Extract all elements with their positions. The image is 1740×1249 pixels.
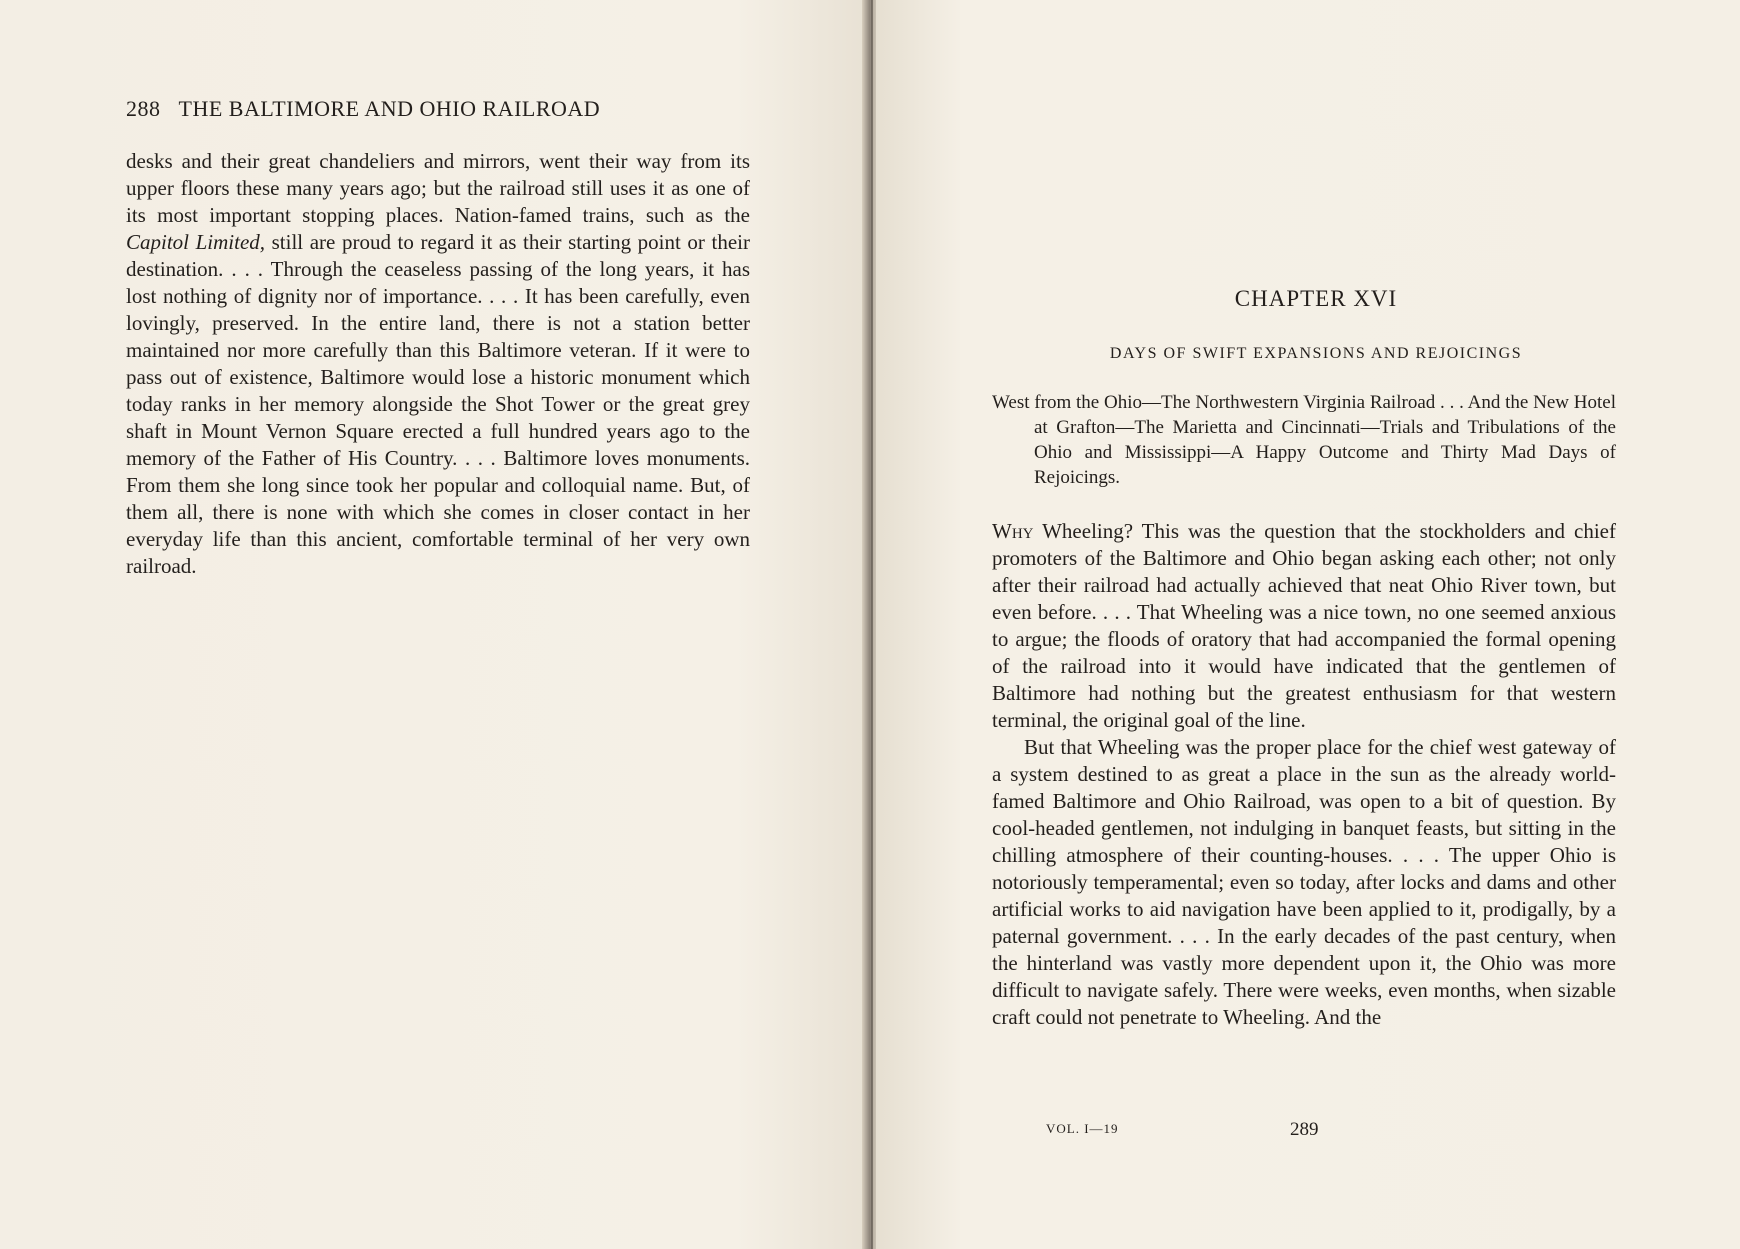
- left-text-part-2: still are proud to regard it as their starting point or their destination. . . . Through the ceaseless passing of the long years, it has lost nothing of dignity nor of importance. . . . It has been carefully, even lovingly, preserved. In the entire land, there is not a station better maintained nor more carefully than this Baltimore veteran. If it were to pass out of existence, Baltimore would lose a historic monument which today ranks in her memory alongside the Shot Tower or the great grey shaft in Mount Vernon Square erected a full hundred years ago to the memory of the Father of His Country. . . . Baltimore loves monuments. From them she long since took her popular and colloquial name. But, of them all, there is none with which she comes in closer contact in her everyday life than this ancient, comfortable terminal of her very own railroad.: [126, 230, 750, 578]
- left-body-text: [126, 148, 750, 580]
- chapter-synopsis: West from the Ohio—The Northwestern Virginia Railroad . . . And the New Hotel at Grafton—The Marietta and Cincinnati—Trials and Tribulations of the Ohio and Mississippi—A Happy Outcome and Thirty Mad Days of Rejoicings.: [992, 392, 1616, 488]
- chapter-subtitle: DAYS OF SWIFT EXPANSIONS AND REJOICINGS: [1109, 345, 1523, 362]
- chapter-title: CHAPTER XVI: [1234, 286, 1398, 311]
- left-paragraph: [126, 148, 750, 580]
- running-head-title: THE BALTIMORE AND OHIO RAILROAD: [178, 96, 601, 121]
- right-paragraph-1: [992, 518, 1616, 734]
- signature-mark: VOL. I—19: [1046, 1121, 1119, 1136]
- paragraph-lead-word: Why: [992, 519, 1034, 543]
- left-text-part-1: desks and their great chandeliers and mirrors, went their way from its upper floors these many years ago; but the railroad still uses it as one of its most important stopping places. Nation-famed trains, such as the: [126, 149, 750, 227]
- left-page-number: 288: [126, 96, 161, 121]
- paragraph-1-text: Wheeling? This was the question that the stockholders and chief promoters of the Baltimore and Ohio began asking each other; not only after their railroad had actually achieved that neat Ohio River town, but even before. . . . That Wheeling was a nice town, no one seemed anxious to argue; the floods of oratory that had accompanied the formal opening of the railroad into it would have indicated that the gentlemen of Baltimore had nothing but the greatest enthusiasm for that western terminal, the original goal of the line.: [992, 519, 1616, 732]
- running-head: [126, 96, 750, 122]
- left-page: [0, 0, 866, 1249]
- right-body-text: [992, 518, 1616, 1031]
- gutter-crease: [871, 0, 873, 1249]
- right-page-number: 289: [1290, 1119, 1319, 1140]
- train-name-italic: Capitol Limited,: [126, 230, 266, 254]
- right-paragraph-2: But that Wheeling was the proper place for the chief west gateway of a system destined to as great a place in the sun as the already world-famed Baltimore and Ohio Railroad, was open to a bit of question. By cool-headed gentlemen, not indulging in banquet feasts, but sitting in the chilling atmosphere of their counting-houses. . . . The upper Ohio is notoriously temperamental; even so today, after locks and dams and other artificial works to aid navigation have been applied to it, prodigally, by a paternal government. . . . In the early decades of the past century, when the hinterland was vastly more dependent upon it, the Ohio was more difficult to navigate safely. There were weeks, even months, when sizable craft could not penetrate to Wheeling. And the: [992, 735, 1616, 1029]
